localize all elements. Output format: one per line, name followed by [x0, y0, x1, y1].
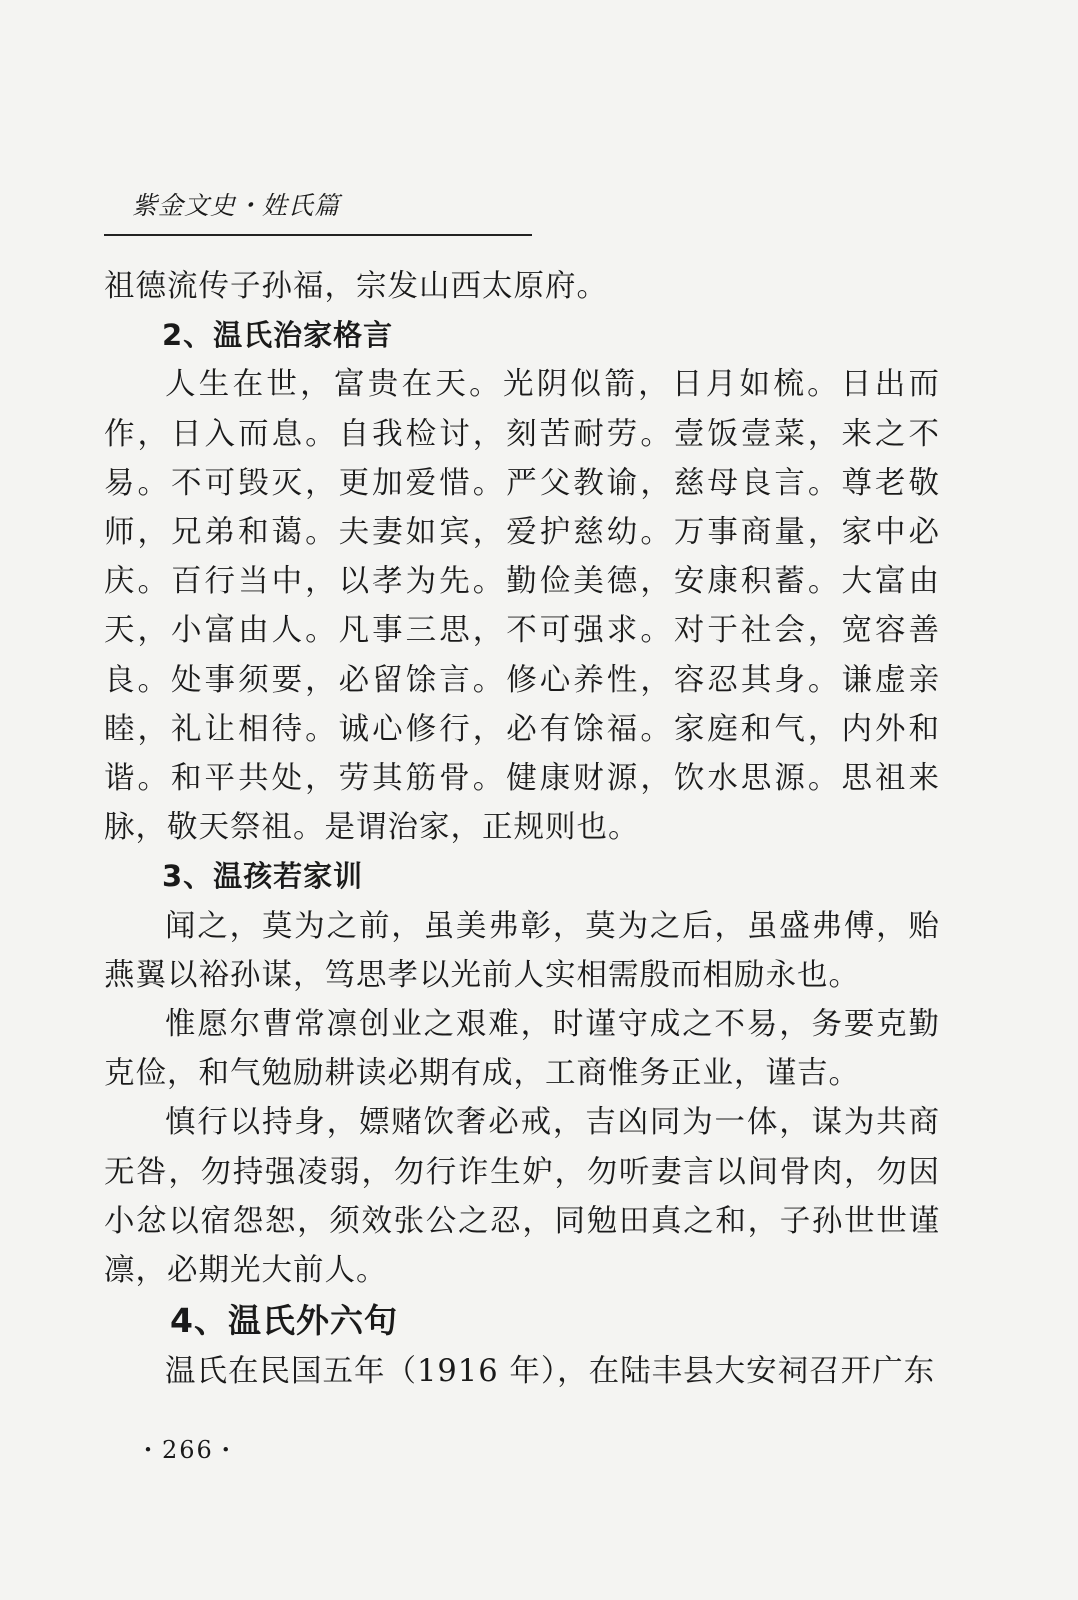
paragraph: 温氏在民国五年（1916 年），在陆丰县大安祠召开广东: [165, 1354, 936, 1390]
paragraph: 慎行以持身，嫖赌饮奢必戒，吉凶同为一体，谋为共商无咎，勿持强凌弱，勿行诈生妒，勿听妻言以间骨肉，勿因小忿以宿怨恕，须效张公之忍，同勉田真之和，子孙世世谨凛，必期光大前人。: [104, 1105, 940, 1289]
section-heading: 2、温氏治家格言: [162, 318, 394, 353]
running-header: 紫金文史・姓氏篇: [132, 191, 341, 220]
page-body: [104, 262, 940, 1396]
section-heading: 3、温孩若家训: [162, 859, 364, 894]
paragraph: 惟愿尔曹常凛创业之艰难，时谨守成之不易，务要克勤克俭，和气勉励耕读必期有成，工商惟务正业，谨吉。: [104, 1007, 940, 1092]
page-number: ・266・: [136, 1436, 240, 1464]
header-rule: [104, 234, 532, 236]
paragraph: 祖德流传子孙福，宗发山西太原府。: [104, 269, 608, 304]
section-heading: 4、温氏外六句: [170, 1301, 398, 1341]
paragraph: 人生在世，富贵在天。光阴似箭，日月如梳。日出而作，日入而息。自我检讨，刻苦耐劳。壹饭壹菜，来之不易。不可毁灭，更加爱惜。严父教谕，慈母良言。尊老敬师，兄弟和蔼。夫妻如宾，爱护慈幼。万事商量，家中必庆。百行当中，以孝为先。勤俭美德，安康积蓄。大富由天，小富由人。凡事三思，不可强求。对于社会，宽容善良。处事须要，必留馀言。修心养性，容忍其身。谦虚亲睦，礼让相待。诚心修行，必有馀福。家庭和气，内外和谐。和平共处，劳其筋骨。健康财源，饮水思源。思祖来脉，敬天祭祖。是谓治家，正规则也。: [104, 367, 940, 846]
paragraph: 闻之，莫为之前，虽美弗彰，莫为之后，虽盛弗傅，贻燕翼以裕孙谋，笃思孝以光前人实相需殷而相励永也。: [104, 908, 940, 993]
